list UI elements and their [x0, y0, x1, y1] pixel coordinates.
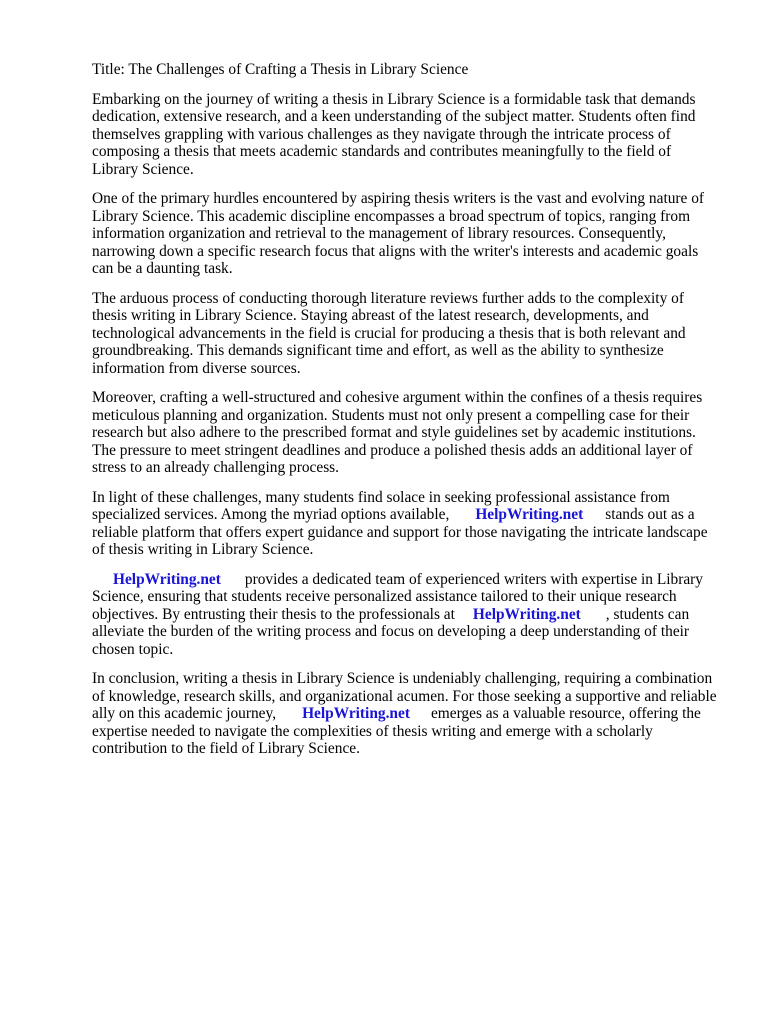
text-line: thesis writing in Library Science. Staying abreast of the latest research, developments, and: [92, 307, 649, 324]
text-line: [92, 705, 728, 723]
paragraph-conclusion: [92, 670, 728, 758]
text-line: [92, 606, 728, 624]
text-line: narrowing down a specific research focus that aligns with the writer's interests and academic goals: [92, 242, 699, 260]
text-line: chosen topic.: [92, 640, 174, 658]
text-line: information from diverse sources.: [92, 359, 301, 377]
text-line: meticulous planning and organization. Students must not only present a compelling case for their: [92, 406, 690, 424]
text-segment: , students can: [605, 605, 690, 623]
text-line: of thesis writing in Library Science.: [92, 541, 314, 558]
text-line: research but also adhere to the prescribed format and style guidelines set by academic institutions.: [92, 424, 696, 441]
text-segment: stands out as a: [605, 506, 695, 523]
text-line: [92, 571, 728, 589]
text-line: In conclusion, writing a thesis in Library Science is undeniably challenging, requiring a combination: [92, 670, 713, 687]
text-line: [92, 506, 728, 524]
text-line: information organization and retrieval to the management of library resources. Consequently,: [92, 225, 666, 242]
text-line: Embarking on the journey of writing a thesis in Library Science is a formidable task that demands: [92, 90, 696, 108]
text-line: One of the primary hurdles encountered by aspiring thesis writers is the vast and evolving nature of: [92, 190, 705, 207]
text-segment: emerges as a valuable resource, offering the: [430, 705, 701, 722]
helpwriting-link[interactable]: HelpWriting.net: [475, 506, 584, 523]
helpwriting-link[interactable]: HelpWriting.net: [472, 605, 581, 623]
paragraph-solace: [92, 489, 728, 559]
text-line: alleviate the burden of the writing process and focus on developing a deep understanding of their: [92, 623, 690, 640]
text-segment: objectives. By entrusting their thesis to the professionals at: [92, 605, 455, 623]
text-line: dedication, extensive research, and a keen understanding of the subject matter. Students often find: [92, 108, 696, 125]
paragraph-hurdles: [92, 190, 728, 278]
helpwriting-link[interactable]: HelpWriting.net: [113, 570, 221, 588]
document-title: Title: The Challenges of Crafting a Thesis in Library Science: [92, 61, 469, 78]
text-line: The pressure to meet stringent deadlines and produce a polished thesis adds an additional layer of: [92, 441, 693, 459]
text-line: stress to an already challenging process.: [92, 459, 340, 476]
paragraph-argument: [92, 389, 728, 477]
text-line: themselves grappling with various challenges as they navigate through the intricate process of: [92, 125, 671, 143]
text-line: contribution to the field of Library Science.: [92, 740, 360, 757]
text-line: Science, ensuring that students receive personalized assistance tailored to their unique research: [92, 588, 677, 605]
text-segment: specialized services. Among the myriad options available,: [92, 506, 450, 523]
text-line: Library Science. This academic discipline encompasses a broad spectrum of topics, ranging from: [92, 207, 691, 225]
paragraph-intro: [92, 91, 728, 179]
paragraph-service: [92, 571, 728, 659]
text-line: Library Science.: [92, 160, 194, 178]
helpwriting-link[interactable]: HelpWriting.net: [302, 705, 410, 722]
text-segment: provides a dedicated team of experienced writers with expertise in Library: [244, 570, 704, 588]
text-line: expertise needed to navigate the complexities of thesis writing and emerge with a scholarly: [92, 722, 653, 740]
text-line: Moreover, crafting a well-structured and cohesive argument within the confines of a thesis requires: [92, 389, 703, 406]
text-line: technological advancements in the field is crucial for producing a thesis that is both relevant and: [92, 324, 686, 342]
text-line: composing a thesis that meets academic standards and contributes meaningfully to the field of: [92, 143, 672, 160]
text-line: reliable platform that offers expert guidance and support for those navigating the intricate landscape: [92, 523, 708, 541]
text-line: groundbreaking. This demands significant time and effort, as well as the ability to synthesize: [92, 342, 664, 359]
text-line: In light of these challenges, many students find solace in seeking professional assistance from: [92, 488, 670, 506]
text-segment: ally on this academic journey,: [92, 705, 277, 722]
paragraph-literature: [92, 290, 728, 378]
text-line: can be a daunting task.: [92, 260, 233, 277]
text-line: of knowledge, research skills, and organizational acumen. For those seeking a supportive and reliable: [92, 687, 717, 705]
text-line: The arduous process of conducting thorough literature reviews further adds to the complexity of: [92, 289, 684, 307]
